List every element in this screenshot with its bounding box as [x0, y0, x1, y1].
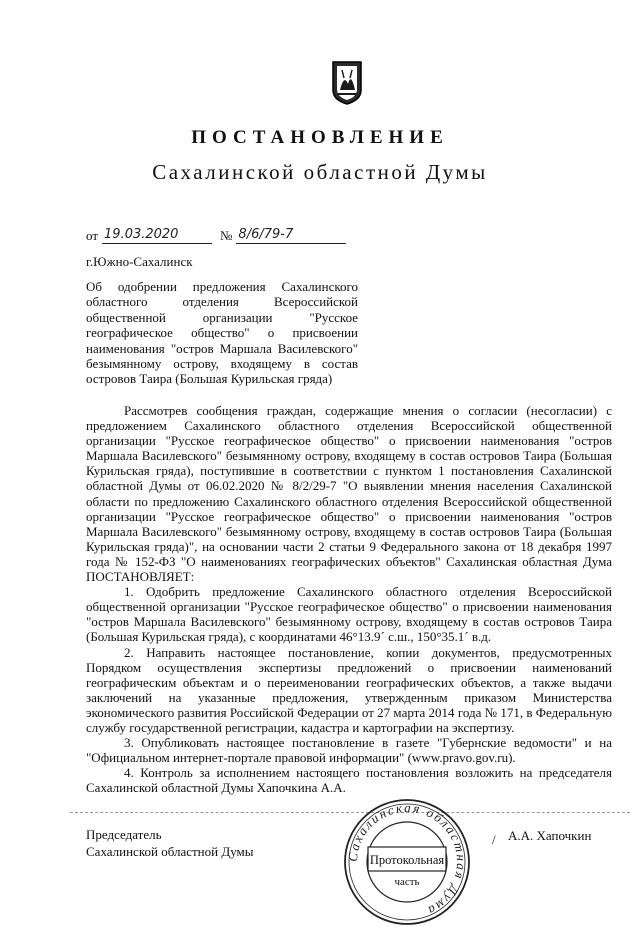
stamp-center-line-2: часть — [394, 876, 420, 888]
stamp-center-line-1: Протокольная — [369, 853, 445, 867]
signature-position — [86, 826, 254, 860]
resolution-item-1: 1. Одобрить предложение Сахалинского областного отделения Всероссийской общественной организации "Русское географическое общество" о присвоении наименования "остров Маршала Василевского" безымянному острову, входящему в состав островов Таира (Большая Курильская гряда), с координатами 46°13.9´ с.ш., 150°35.1´ в.д. — [86, 584, 612, 645]
position-line-2: Сахалинской областной Думы — [86, 844, 254, 859]
resolution-item-3: 3. Опубликовать настоящее постановление в газете "Губернские ведомости" и на "Официальном интернет-портале правовой информации" (www.pravo.gov.ru). — [86, 735, 612, 766]
document-title: ПОСТАНОВЛЕНИЕ — [191, 127, 449, 148]
preamble-paragraph: Рассмотрев сообщения граждан, содержащие мнения о согласии (несогласии) с предложением Сахалинского областного отделения Всероссийской общественной организации "Русское географическое общество" о присвоении наименования "остров Маршала Василевского" безымянному острову, входящему в состав островов Таира (Большая Курильская гряда), поступившие в соответствии с пунктом 1 постановления Сахалинской областной Думы от 06.02.2020 № 8/2/29-7 "О выявлении мнения населения Сахалинской области по предложению Сахалинского областного отделения Всероссийской общественной организации "Русское географическое общество" о присвоении наименования "остров Маршала Василевского" безымянному острову, входящему в состав островов Таира (Большая Курильская гряда)", на основании части 2 статьи 9 Федерального закона от 18 декабря 1997 года № 152-ФЗ "О наименованиях географических объектов" Сахалинская областная Дума ПОСТАНОВЛЯЕТ: — [86, 403, 612, 585]
resolution-item-4: 4. Контроль за исполнением настоящего постановления возложить на председателя Сахалинской областной Думы Хапочкина А.А. — [86, 765, 612, 796]
stamp-ring-text: Сахалинская областная Дума — [344, 799, 470, 920]
number-label: № — [220, 228, 233, 243]
handwritten-date: 19.03.2020 — [102, 228, 212, 244]
date-number-line — [86, 228, 346, 244]
document-body — [86, 403, 612, 795]
subject-heading: Об одобрении предложения Сахалинского областного отделения Всероссийской общественной организации "Русское географическое общество" о присвоении наименования "остров Маршала Василевского" безымянному острову, входящему в состав островов Таира (Большая Курильская гряда) — [86, 279, 358, 387]
coat-of-arms-emblem — [330, 60, 364, 106]
document-subtitle: Сахалинской областной Думы — [152, 160, 488, 184]
position-line-1: Председатель — [86, 827, 162, 842]
city: г.Южно-Сахалинск — [86, 254, 193, 269]
handwritten-number: 8/6/79-7 — [236, 228, 346, 244]
resolution-item-2: 2. Направить настоящее постановление, копии документов, предусмотренных Порядком осуществления экспертизы предложений о присвоении наименований географическим объектам и о переименовании географических объектов, а также выдачи заключений на указанные предложения, утвержденным приказом Министерства экономического развития Российской Федерации от 27 марта 2014 года № 171, в Федеральную службу государственной регистрации, кадастра и картографии на экспертизу. — [86, 644, 612, 735]
from-label: от — [86, 228, 99, 243]
signature-stroke: / — [492, 832, 496, 847]
signature-name: А.А. Хапочкин — [508, 828, 592, 843]
official-stamp — [342, 797, 472, 927]
